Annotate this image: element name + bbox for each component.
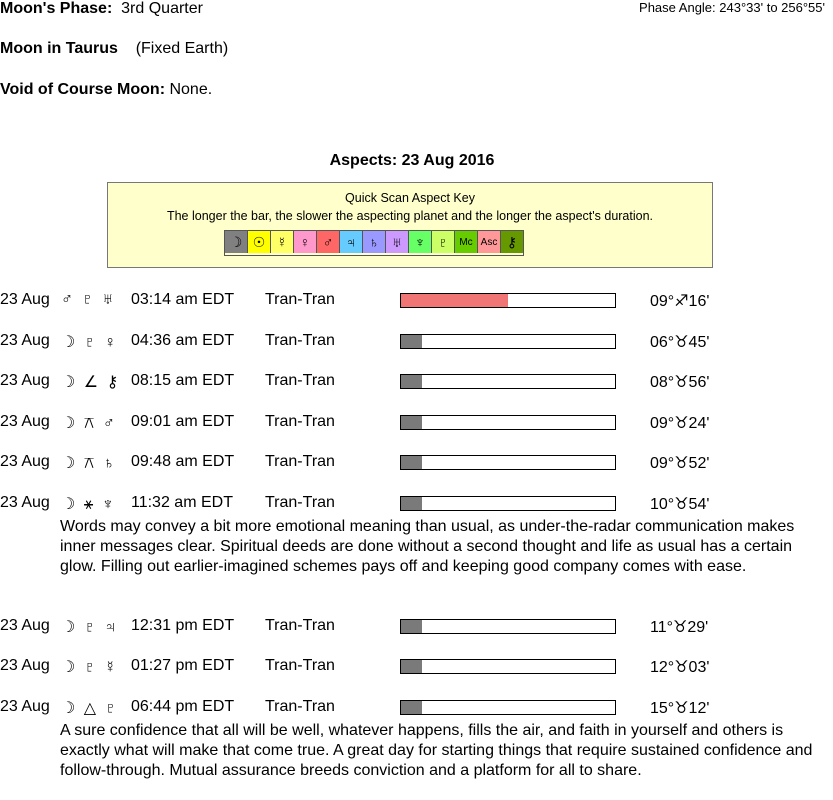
aspect-key-swatches [224,230,524,256]
aspect-key-description: The longer the bar, the slower the aspecting planet and the longer the aspect's duration. [166,209,654,223]
aspect-time: 12:31 pm EDT [131,616,235,634]
aspect-glyphs: ☽ ⚹ ♆ [61,496,116,513]
aspect-type: Tran-Tran [265,372,335,390]
aspect-date: 23 Aug [0,616,50,634]
aspect-degree: 09°♉52' [650,455,710,473]
duration-bar-fill [401,294,508,307]
aspect-date: 23 Aug [0,697,50,715]
saturn-swatch-icon: ♄ [363,231,386,253]
aspect-type: Tran-Tran [265,412,335,430]
duration-bar-fill [401,335,422,348]
moon-sign-line [0,40,228,58]
aspect-interpretation: Words may convey a bit more emotional meaning than usual, as under-the-radar communication makes inner messages clear. Spiritual deeds are done without a second thought and life as usual has a certain glow. Filling out earlier-imagined schemes pays off and keeping good company comes with ease. [60,518,795,575]
aspect-glyphs: ♂ ♇ ♅ [61,291,116,308]
aspect-degree: 12°♉03' [650,659,710,677]
moon-phase-label: Moon's Phase: [0,0,113,17]
duration-bar-fill [401,416,422,429]
void-label: Void of Course Moon: [0,81,166,98]
aspect-degree: 06°♉45' [650,333,710,351]
moon-sign-label: Moon in Taurus [0,40,118,57]
aspect-glyphs: ☽ ♇ ☿ [61,659,119,677]
jupiter-swatch-icon: ♃ [340,231,363,253]
void-of-course-line [0,81,212,99]
duration-bar-fill [401,456,422,469]
midheaven-swatch-icon: Mc [455,231,478,253]
aspect-type: Tran-Tran [265,494,335,511]
aspect-glyphs: ☽ △ ♇ [61,699,119,717]
moon-phase-line [0,0,203,18]
aspect-time: 03:14 am EDT [131,291,235,308]
pluto-swatch-icon: ♇ [432,231,455,253]
duration-bar [400,415,616,430]
aspect-date: 23 Aug [0,453,50,471]
aspect-date: 23 Aug [0,291,50,308]
aspect-type: Tran-Tran [265,616,335,634]
duration-bar-fill [401,620,422,633]
aspect-type: Tran-Tran [265,657,335,675]
aspect-glyphs: ☽ ∠ ⚷ [61,374,121,392]
phase-angle: Phase Angle: 243°33' to 256°55' [639,0,825,15]
aspect-date: 23 Aug [0,331,50,349]
aspect-degree: 09°♐16' [650,293,710,310]
moon-swatch-icon: ☽ [225,231,248,253]
venus-swatch-icon: ♀ [294,231,317,253]
void-value: None. [169,81,213,98]
aspect-date: 23 Aug [0,494,50,511]
aspect-time: 06:44 pm EDT [131,697,235,715]
duration-bar [400,334,616,349]
aspect-glyphs: ☽ ♇ ♃ [61,618,119,636]
aspect-interpretation: A sure confidence that all will be well, whatever happens, fills the air, and faith in yourself and others is exactly what will make that come true. A great day for starting things that require sustained confidence and follow-through. Mutual assurance breeds conviction and a platform for all to share. [60,721,813,779]
aspect-degree: 15°♉12' [650,699,710,717]
mars-swatch-icon: ♂ [317,231,340,253]
aspect-type: Tran-Tran [265,331,335,349]
aspects-title: Aspects: 23 Aug 2016 [329,152,495,169]
ascendant-swatch-icon: Asc [478,231,501,253]
aspect-degree: 11°♉29' [650,618,709,636]
aspect-type: Tran-Tran [265,697,335,715]
duration-bar [400,700,616,715]
aspect-glyphs: ☽ ♇ ♀ [61,333,119,351]
aspect-time: 11:32 am EDT [131,494,233,511]
aspect-time: 04:36 am EDT [131,331,235,349]
duration-bar [400,293,616,308]
duration-bar [400,496,616,511]
chiron-swatch-icon: ⚷ [501,231,523,253]
neptune-swatch-icon: ♆ [409,231,432,253]
duration-bar [400,619,616,634]
duration-bar-fill [401,701,422,714]
aspect-glyphs: ☽ ⚻ ♄ [61,455,117,473]
duration-bar-fill [401,497,422,510]
duration-bar-fill [401,375,422,388]
aspect-type: Tran-Tran [265,453,335,471]
uranus-swatch-icon: ♅ [386,231,409,253]
aspect-degree: 08°♉56' [650,374,710,392]
aspect-time: 01:27 pm EDT [131,657,235,675]
aspect-key-box [107,182,713,268]
duration-bar [400,374,616,389]
aspect-time: 08:15 am EDT [131,372,235,390]
aspect-degree: 09°♉24' [650,414,710,432]
aspect-date: 23 Aug [0,412,50,430]
aspect-key-title: Quick Scan Aspect Key [345,191,475,205]
duration-bar [400,455,616,470]
moon-sign-value: (Fixed Earth) [135,40,229,57]
aspect-degree: 10°♉54' [650,496,710,513]
duration-bar-fill [401,660,422,673]
aspect-type: Tran-Tran [265,291,335,308]
aspect-glyphs: ☽ ⚻ ♂ [61,414,117,432]
moon-phase-value: 3rd Quarter [121,0,203,17]
aspect-time: 09:48 am EDT [131,453,235,471]
duration-bar [400,659,616,674]
mercury-swatch-icon: ☿ [271,231,294,253]
aspect-date: 23 Aug [0,372,50,390]
aspect-time: 09:01 am EDT [131,412,235,430]
sun-swatch-icon: ☉ [248,231,271,253]
aspect-date: 23 Aug [0,657,50,675]
